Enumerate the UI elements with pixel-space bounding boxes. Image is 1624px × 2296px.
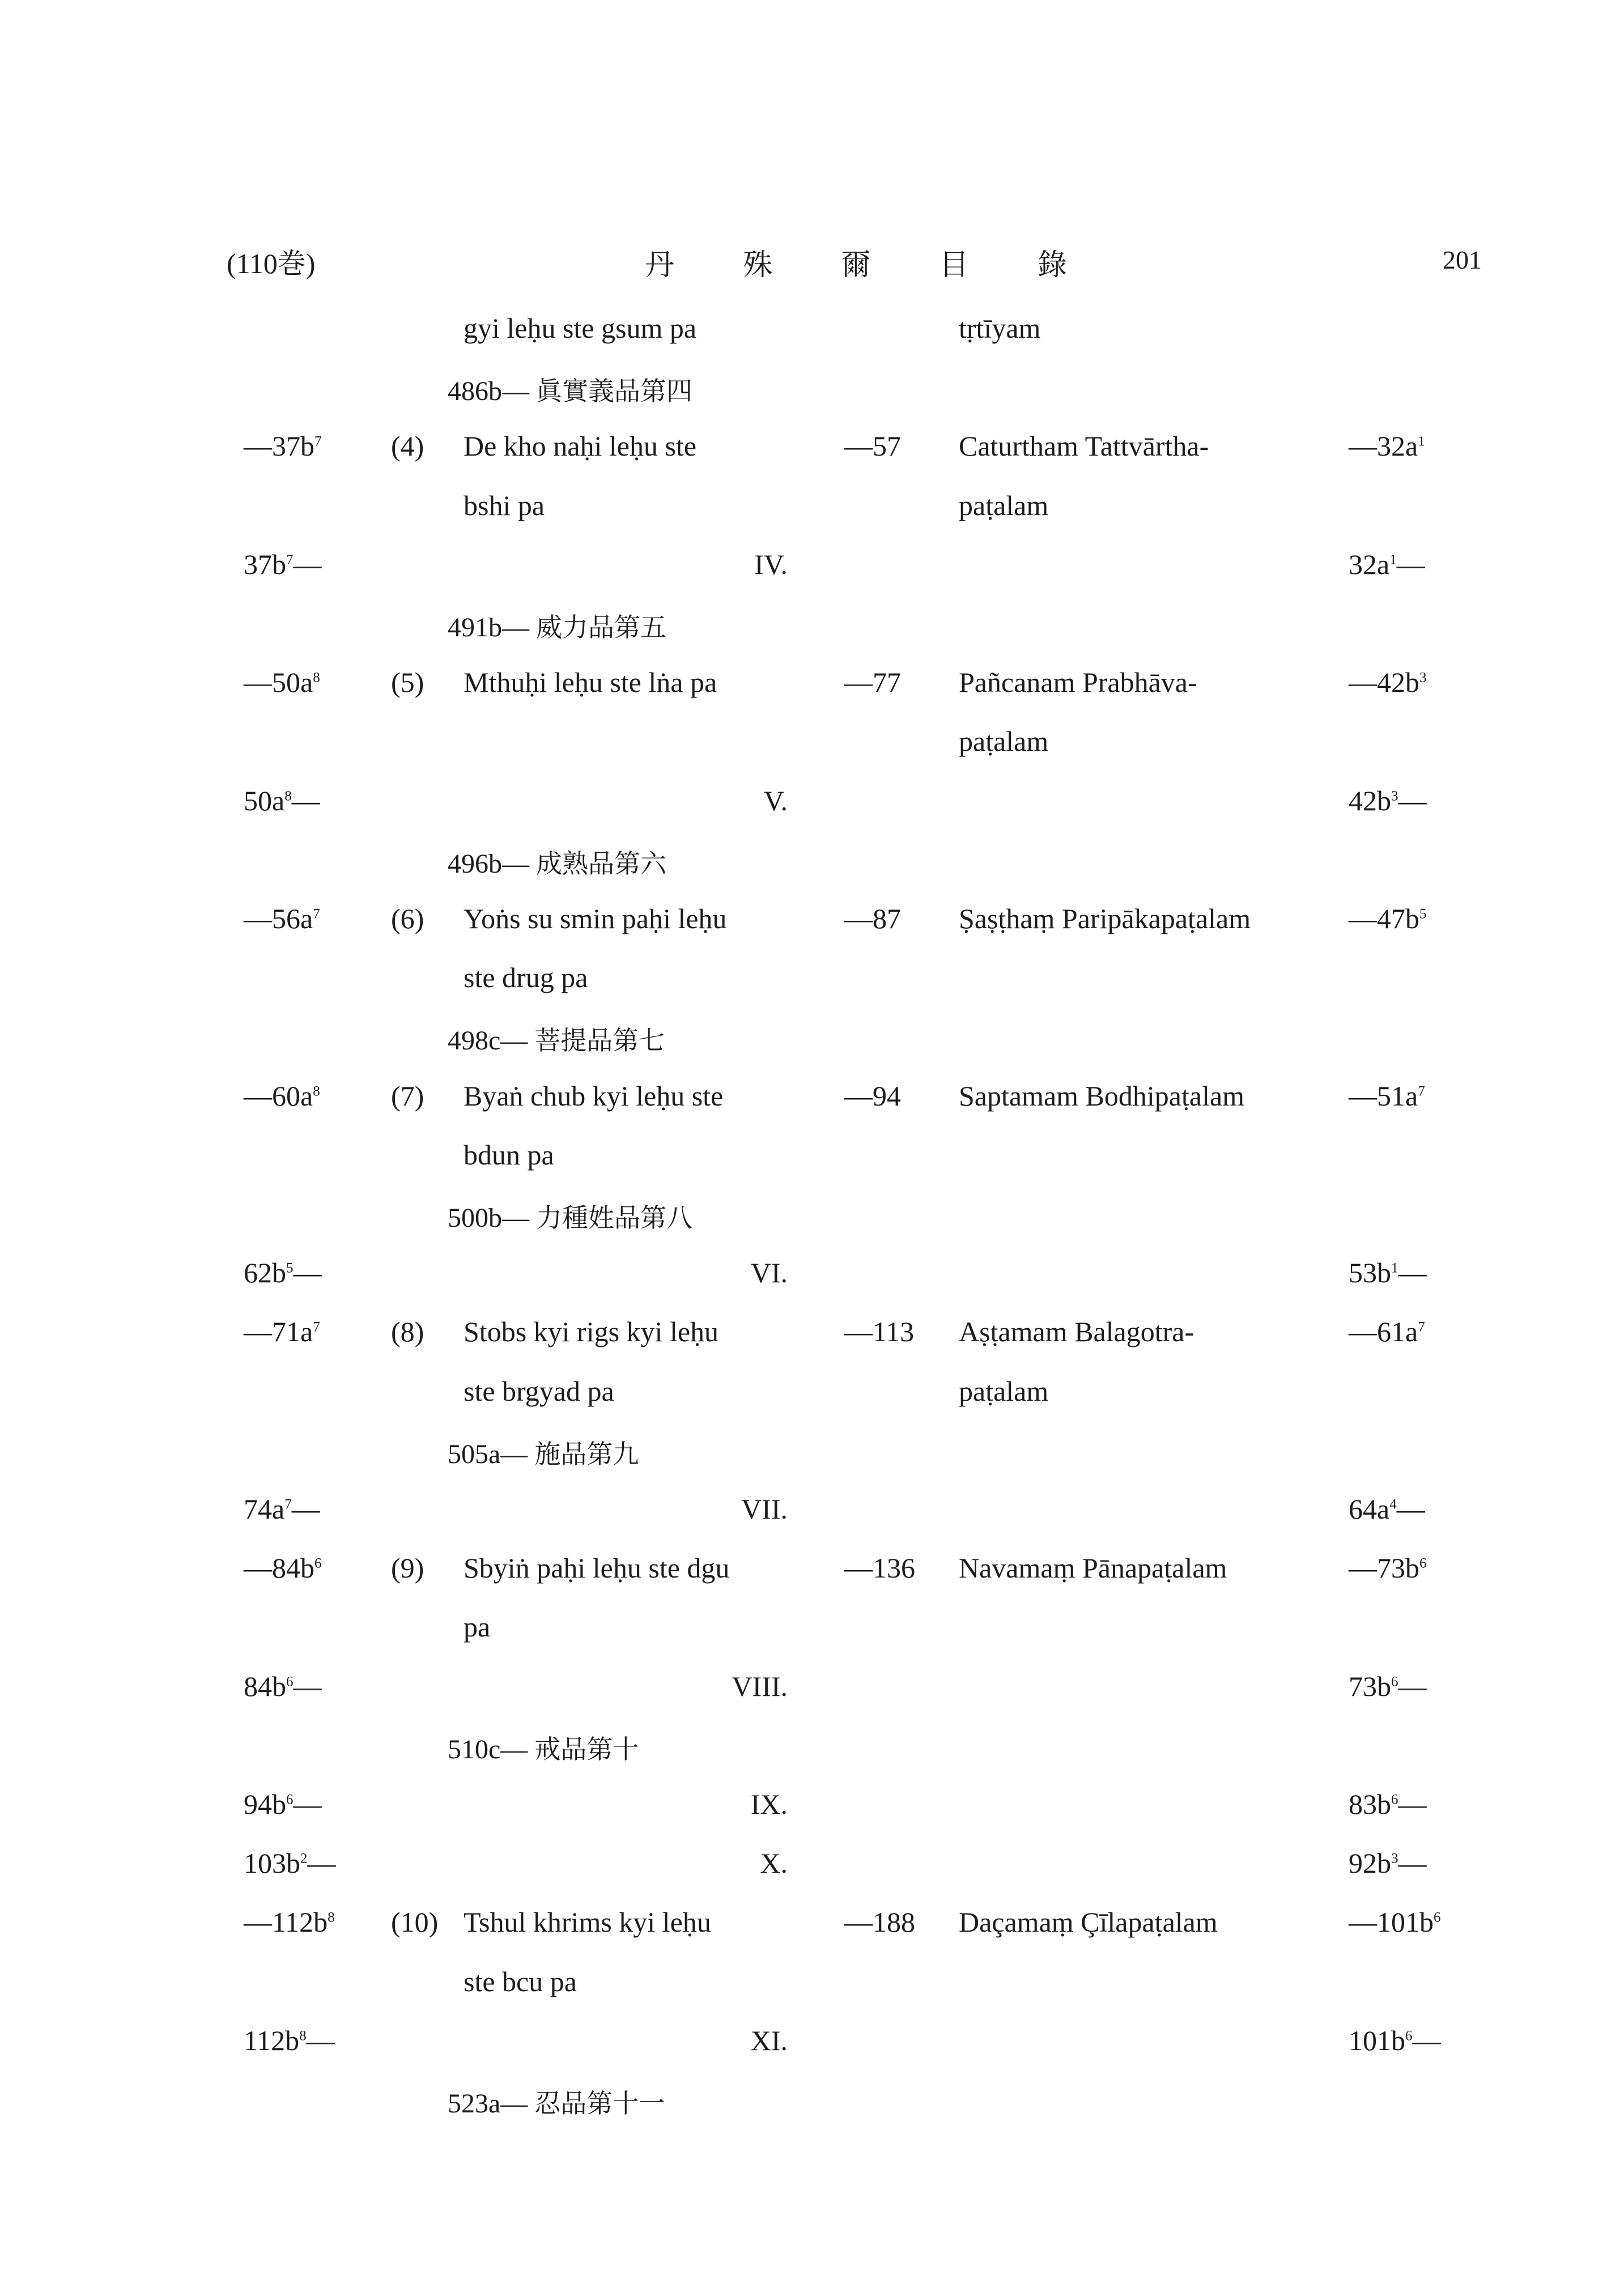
left-page-ref-superscript: 7 — [284, 1496, 292, 1512]
right-page-ref-superscript: 5 — [1419, 906, 1427, 922]
right-page-ref: $—32a^1$ — [1349, 430, 1425, 462]
taisho-ref: 510c— — [448, 1734, 535, 1764]
left-page-ref: $—71a^7$ — [244, 1316, 320, 1348]
chinese-chapter-title: 菩提品第七 — [534, 1025, 665, 1056]
right-page-ref: $64a^4—$ — [1349, 1493, 1425, 1525]
catalog-entry-row — [0, 1895, 1624, 1954]
right-page-ref-superscript: 6 — [1391, 1673, 1398, 1689]
page-title-char: 殊 — [743, 248, 773, 282]
continuation-row — [0, 479, 1624, 538]
chinese-chapter-title: 戒品第十 — [534, 1733, 639, 1764]
roman-numeral: VIII. — [732, 1670, 788, 1702]
catalog-entry-row — [0, 1069, 1624, 1128]
left-page-ref: $—50a^8$ — [244, 666, 320, 699]
taisho-ref: 496b— — [448, 848, 536, 879]
left-page-ref-superscript: 7 — [286, 552, 294, 568]
taisho-ref: 486b— — [448, 376, 536, 407]
tibetan-title-continued: ste brgyad pa — [464, 1375, 614, 1407]
left-page-ref: $62b^5—$ — [244, 1257, 322, 1289]
chinese-chapter-title: 眞實義品第四 — [536, 376, 692, 407]
taisho-ref: 498c— — [448, 1026, 535, 1056]
sanskrit-ref-number: —87 — [844, 903, 901, 934]
tibetan-title-continued: bdun pa — [464, 1138, 554, 1171]
page-title — [645, 241, 1067, 283]
entry-number: (7) — [391, 1079, 424, 1112]
sanskrit-title: Saptamam Bodhipaṭalam — [959, 1079, 1245, 1112]
tibetan-title: Sbyiṅ paḥi leḥu ste dgu — [464, 1552, 730, 1584]
chinese-chapter-heading — [448, 1197, 692, 1235]
left-page-ref: $103b^2—$ — [244, 1847, 336, 1880]
left-page-ref-superscript: 8 — [313, 670, 320, 686]
sanskrit-title-continued: tṛtīyam — [959, 312, 1041, 344]
taisho-ref: 500b— — [448, 1203, 536, 1233]
chinese-chapter-row — [0, 1187, 1624, 1246]
roman-numeral-row — [0, 1482, 1624, 1541]
right-page-ref-superscript: 7 — [1418, 1083, 1425, 1099]
taisho-ref: 523a— — [448, 2089, 535, 2119]
sanskrit-ref-number: —94 — [844, 1079, 901, 1112]
tibetan-title: Byaṅ chub kyi leḥu ste — [464, 1079, 724, 1112]
right-page-ref-superscript: 6 — [1405, 2028, 1413, 2044]
sanskrit-title: Aṣṭamam Balagotra- — [959, 1316, 1194, 1348]
chinese-chapter-heading — [448, 1020, 665, 1057]
continuation-row — [0, 301, 1624, 360]
tibetan-title: Tshul khrims kyi leḥu — [464, 1906, 711, 1938]
sanskrit-ref-number: —136 — [844, 1552, 915, 1584]
catalog-entry-row — [0, 656, 1624, 715]
chinese-chapter-row — [0, 2073, 1624, 2132]
chinese-chapter-title: 忍品第十一 — [534, 2088, 665, 2119]
chinese-chapter-heading — [448, 843, 666, 881]
catalog-entry-row — [0, 892, 1624, 951]
roman-numeral-row — [0, 774, 1624, 833]
right-page-ref: $83b^6—$ — [1349, 1788, 1427, 1820]
chinese-chapter-heading — [448, 371, 692, 408]
right-page-ref: $42b^3—$ — [1349, 784, 1427, 817]
chinese-chapter-row — [0, 360, 1624, 419]
left-page-ref: $—56a^7$ — [244, 903, 320, 934]
page-title-char: 目 — [939, 248, 969, 282]
chinese-chapter-row — [0, 597, 1624, 656]
continuation-row — [0, 715, 1624, 773]
sanskrit-ref-number: —57 — [844, 430, 901, 462]
taisho-ref: 505a— — [448, 1439, 535, 1469]
right-page-ref-superscript: 3 — [1391, 788, 1398, 803]
right-page-ref: $—51a^7$ — [1349, 1079, 1425, 1112]
roman-numeral: V. — [763, 784, 788, 817]
roman-numeral-row — [0, 1836, 1624, 1895]
entry-number: (8) — [391, 1316, 424, 1348]
taisho-ref: 491b— — [448, 613, 536, 643]
chinese-chapter-row — [0, 833, 1624, 892]
chinese-chapter-row — [0, 1423, 1624, 1482]
entry-number: (6) — [391, 903, 424, 934]
roman-numeral-row — [0, 1778, 1624, 1836]
tibetan-title: De kho naḥi leḥu ste — [464, 430, 697, 462]
entry-number: (5) — [391, 666, 424, 699]
left-page-ref-superscript: 8 — [328, 1910, 335, 1925]
right-page-ref: $—47b^5$ — [1349, 903, 1427, 934]
left-page-ref: $—60a^8$ — [244, 1079, 320, 1112]
roman-numeral-row — [0, 538, 1624, 597]
chinese-chapter-title: 成熟品第六 — [536, 848, 666, 879]
roman-numeral: VII. — [741, 1493, 788, 1525]
roman-numeral: IX. — [750, 1788, 788, 1820]
catalog-entry-row — [0, 1541, 1624, 1600]
right-page-ref: $32a^1—$ — [1349, 548, 1425, 580]
right-page-ref-superscript: 1 — [1389, 552, 1397, 568]
volume-label: (110巻) — [227, 248, 316, 279]
tibetan-title-continued: ste drug pa — [464, 962, 588, 994]
left-page-ref-superscript: 6 — [314, 1555, 322, 1571]
left-page-ref: $—112b^8$ — [244, 1906, 335, 1938]
entry-number: (9) — [391, 1552, 424, 1584]
sanskrit-title: Navamaṃ Pānapaṭalam — [959, 1552, 1227, 1584]
left-page-ref: $50a^8—$ — [244, 784, 320, 817]
sanskrit-ref-number: —77 — [844, 666, 901, 699]
sanskrit-title: Daçamaṃ Çīlapaṭalam — [959, 1906, 1218, 1938]
right-page-ref: $53b^1—$ — [1349, 1257, 1427, 1289]
left-page-ref-superscript: 7 — [313, 906, 320, 922]
chinese-chapter-row — [0, 1719, 1624, 1778]
tibetan-title: Stobs kyi rigs kyi leḥu — [464, 1316, 719, 1348]
left-page-ref: $112b^8—$ — [244, 2024, 335, 2056]
continuation-row — [0, 951, 1624, 1010]
continuation-row — [0, 1364, 1624, 1423]
tibetan-title-continued: ste bcu pa — [464, 1965, 577, 1997]
sanskrit-title: Ṣaṣṭhaṃ Paripākapaṭalam — [959, 903, 1251, 934]
left-page-ref-superscript: 5 — [286, 1260, 294, 1276]
chinese-chapter-title: 施品第九 — [534, 1438, 639, 1469]
sanskrit-title: Caturtham Tattvārtha- — [959, 430, 1209, 462]
left-page-ref-superscript: 6 — [286, 1673, 294, 1689]
continuation-row — [0, 1128, 1624, 1187]
left-page-ref-superscript: 8 — [299, 2028, 307, 2044]
page-title-char: 丹 — [645, 248, 675, 282]
left-page-ref: $84b^6—$ — [244, 1670, 322, 1702]
right-page-ref: $101b^6—$ — [1349, 2024, 1441, 2056]
tibetan-title: Yoṅs su smin paḥi leḥu — [464, 903, 727, 934]
right-page-ref-superscript: 1 — [1391, 1260, 1398, 1276]
roman-numeral: IV. — [754, 548, 788, 580]
right-page-ref: $92b^3—$ — [1349, 1847, 1427, 1880]
continuation-row — [0, 1600, 1624, 1659]
left-page-ref-superscript: 8 — [313, 1083, 320, 1099]
tibetan-title-continued: bshi pa — [464, 489, 545, 521]
tibetan-title-continued: gyi leḥu ste gsum pa — [464, 312, 697, 344]
left-page-ref-superscript: 7 — [313, 1319, 320, 1335]
right-page-ref-superscript: 1 — [1418, 433, 1425, 449]
right-page-ref-superscript: 3 — [1391, 1851, 1398, 1866]
catalog-entry-row — [0, 419, 1624, 478]
right-page-ref-superscript: 7 — [1418, 1319, 1425, 1335]
page-title-char: 爾 — [841, 248, 871, 282]
right-page-ref-superscript: 6 — [1434, 1910, 1441, 1925]
roman-numeral-row — [0, 1246, 1624, 1305]
left-page-ref: $—37b^7$ — [244, 430, 322, 462]
sanskrit-title-continued: paṭalam — [959, 725, 1049, 758]
sanskrit-title-continued: paṭalam — [959, 1375, 1049, 1407]
left-page-ref-superscript: 7 — [314, 433, 322, 449]
right-page-ref-superscript: 6 — [1391, 1792, 1398, 1808]
right-page-ref: $73b^6—$ — [1349, 1670, 1427, 1702]
right-page-ref: $—42b^3$ — [1349, 666, 1427, 699]
entry-number: (10) — [391, 1906, 439, 1938]
chinese-chapter-heading — [448, 1434, 639, 1471]
roman-numeral: VI. — [750, 1257, 788, 1289]
roman-numeral: XI. — [750, 2024, 788, 2056]
page-number: 201 — [1443, 245, 1482, 274]
left-page-ref-superscript: 8 — [284, 788, 292, 803]
right-page-ref-superscript: 3 — [1419, 670, 1427, 686]
left-page-ref: $37b^7—$ — [244, 548, 322, 580]
tibetan-title: Mthuḥi leḥu ste lṅa pa — [464, 666, 717, 699]
chinese-chapter-heading — [448, 1729, 639, 1766]
continuation-row — [0, 1955, 1624, 2014]
sanskrit-ref-number: —113 — [844, 1316, 915, 1348]
sanskrit-ref-number: —188 — [844, 1906, 915, 1938]
chinese-chapter-heading — [448, 607, 666, 644]
chinese-chapter-title: 威力品第五 — [536, 612, 666, 643]
right-page-ref: $—101b^6$ — [1349, 1906, 1441, 1938]
sanskrit-title-continued: paṭalam — [959, 489, 1049, 521]
chinese-chapter-title: 力種姓品第八 — [536, 1202, 692, 1233]
right-page-ref: $—73b^6$ — [1349, 1552, 1427, 1584]
right-page-ref-superscript: 6 — [1419, 1555, 1427, 1571]
left-page-ref-superscript: 2 — [300, 1851, 308, 1866]
chinese-chapter-row — [0, 1010, 1624, 1069]
entry-number: (4) — [391, 430, 424, 462]
left-page-ref: $—84b^6$ — [244, 1552, 322, 1584]
left-page-ref-superscript: 6 — [286, 1792, 294, 1808]
left-page-ref: $94b^6—$ — [244, 1788, 322, 1820]
right-page-ref-superscript: 4 — [1389, 1496, 1397, 1512]
chinese-chapter-heading — [448, 2083, 665, 2120]
right-page-ref: $—61a^7$ — [1349, 1316, 1425, 1348]
roman-numeral-row — [0, 1660, 1624, 1719]
roman-numeral-row — [0, 2014, 1624, 2073]
page-title-char: 錄 — [1037, 248, 1067, 282]
catalog-entry-row — [0, 1305, 1624, 1364]
tibetan-title-continued: pa — [464, 1611, 491, 1643]
sanskrit-title: Pañcanam Prabhāva- — [959, 666, 1197, 699]
left-page-ref: $74a^7—$ — [244, 1493, 320, 1525]
roman-numeral: X. — [760, 1847, 788, 1880]
